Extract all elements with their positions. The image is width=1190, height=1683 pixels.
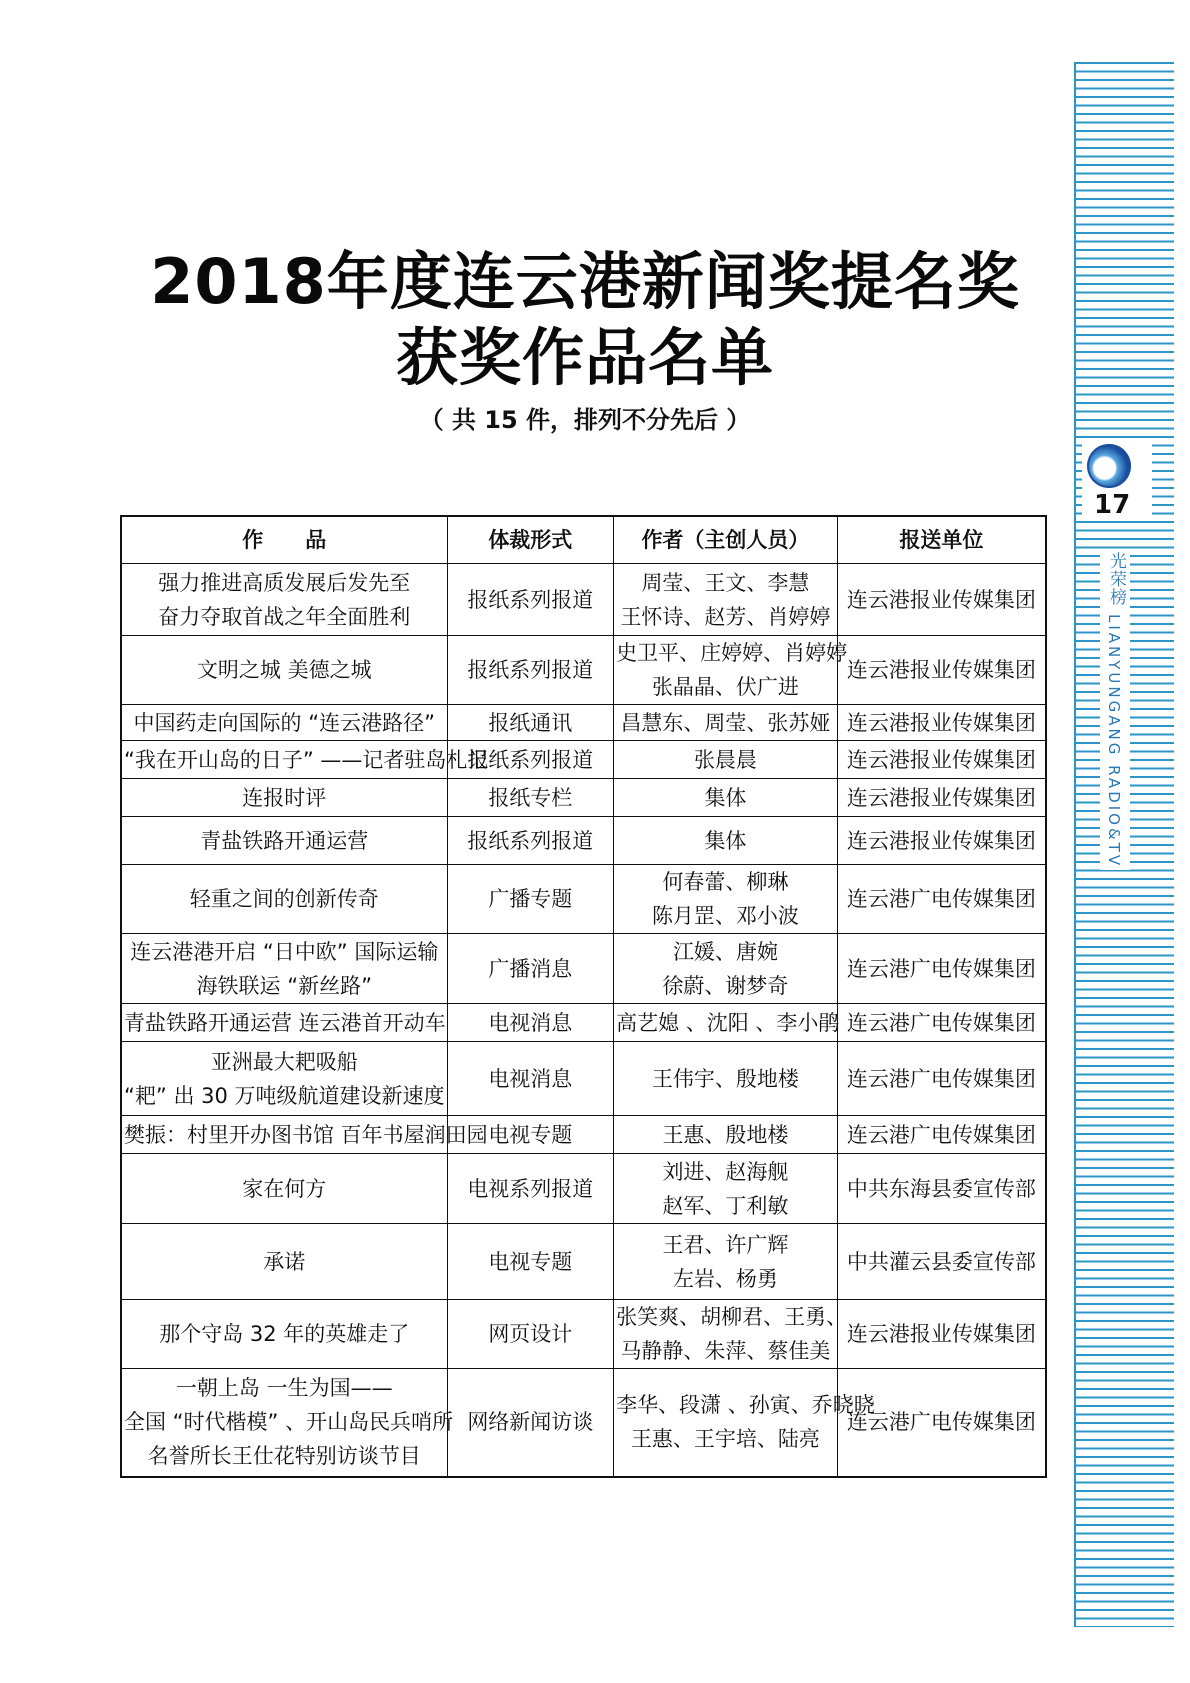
- cell-authors-line: 王惠、殷地楼: [662, 1122, 789, 1147]
- header-unit: 报送单位: [837, 516, 1046, 564]
- cell-work-line: 青盐铁路开通运营: [200, 828, 369, 853]
- cell-authors: [614, 934, 838, 1004]
- cell-unit: 连云港报业传媒集团: [837, 564, 1046, 636]
- table-row: [121, 564, 1046, 636]
- cell-work: [121, 865, 447, 934]
- table-row: [121, 1004, 1046, 1042]
- cell-work: [121, 1224, 447, 1300]
- cell-authors-line: 徐蔚、谢梦奇: [662, 973, 789, 998]
- cell-authors: [614, 705, 838, 741]
- cell-work: [121, 705, 447, 741]
- cell-genre: 广播消息: [447, 934, 614, 1004]
- cell-genre: 电视专题: [447, 1116, 614, 1154]
- cell-authors-line: 王君、许广辉: [662, 1232, 789, 1257]
- cell-authors: [614, 1369, 875, 1477]
- cell-unit: 连云港广电传媒集团: [837, 1042, 1046, 1116]
- cell-work: [121, 1369, 454, 1477]
- cell-work-line: 青盐铁路开通运营 连云港首开动车: [124, 1010, 446, 1035]
- cell-work: [121, 817, 447, 865]
- page-subtitle: （ 共 15 件，排列不分先后 ）: [419, 406, 751, 434]
- cell-authors-line: 陈月罡、邓小波: [651, 904, 799, 928]
- cell-authors: [614, 1154, 838, 1224]
- cell-work-line: 轻重之间的创新传奇: [189, 887, 379, 911]
- cell-work: [121, 1004, 447, 1042]
- cell-unit: 连云港广电传媒集团: [837, 1116, 1046, 1154]
- cell-unit: 连云港广电传媒集团: [837, 865, 1046, 934]
- cell-genre: 电视系列报道: [447, 1154, 614, 1224]
- cell-authors: [614, 865, 838, 934]
- cell-genre: 报纸系列报道: [447, 564, 614, 636]
- cell-authors: [614, 817, 838, 865]
- table-row: [121, 779, 1046, 817]
- cell-unit: 连云港广电传媒集团: [837, 1004, 1046, 1042]
- cell-genre: 报纸系列报道: [447, 636, 614, 705]
- cell-work-line: 连报时评: [242, 785, 327, 810]
- cell-work-line: 那个守岛 32 年的英雄走了: [159, 1322, 410, 1346]
- cell-work-line: 连云港港开启 “日中欧” 国际运输: [130, 939, 439, 964]
- cell-work: [121, 1154, 447, 1224]
- cell-work-line: 亚洲最大耙吸船: [210, 1049, 358, 1074]
- cell-work: [121, 934, 447, 1004]
- cell-work-line: “耙” 出 30 万吨级航道建设新速度: [124, 1083, 445, 1108]
- cell-authors-line: 昌慧东、周莹、张苏娅: [620, 710, 831, 735]
- cell-authors-line: 何春蕾、柳琳: [662, 870, 789, 894]
- cell-authors: [614, 1224, 838, 1300]
- cell-work: [121, 636, 447, 705]
- cell-authors-line: 王伟宇、殷地楼: [651, 1066, 799, 1091]
- cell-authors-line: 集体: [704, 828, 747, 853]
- cell-unit: 连云港报业传媒集团: [837, 817, 1046, 865]
- cell-genre: 网络新闻访谈: [447, 1369, 614, 1477]
- cell-genre: 电视消息: [447, 1042, 614, 1116]
- cell-authors: [614, 1300, 848, 1369]
- cell-authors: [614, 564, 838, 636]
- table-row: [121, 705, 1046, 741]
- table-row: [121, 1154, 1046, 1224]
- cell-work-line: 强力推进高质发展后发先至: [158, 570, 411, 595]
- cell-unit: 中共灌云县委宣传部: [837, 1224, 1046, 1300]
- cell-authors-line: 左岩、杨勇: [672, 1266, 778, 1291]
- cell-authors-line: 集体: [704, 785, 747, 810]
- header-authors: 作者（主创人员）: [614, 516, 838, 564]
- cell-work-line: 全国 “时代楷模” 、开山岛民兵哨所: [124, 1410, 454, 1435]
- cell-genre: 广播专题: [447, 865, 614, 934]
- cell-authors-line: 张笑爽、胡柳君、王勇、: [616, 1305, 848, 1329]
- table-row: [121, 1369, 1046, 1477]
- awards-table: [120, 515, 1047, 1478]
- cell-authors: [614, 1004, 838, 1042]
- cell-work: [121, 779, 447, 817]
- cell-authors-line: 王惠、王宇培、陆亮: [630, 1427, 820, 1452]
- cell-genre: 报纸专栏: [447, 779, 614, 817]
- cell-unit: 连云港报业传媒集团: [837, 741, 1046, 779]
- table-body: [121, 564, 1046, 1477]
- cell-unit: 连云港报业传媒集团: [837, 636, 1046, 705]
- cell-work-line: 家在何方: [242, 1176, 327, 1201]
- table-row: [121, 1042, 1046, 1116]
- side-brand-text: 光荣榜: [1106, 552, 1126, 606]
- cell-work: [121, 1300, 447, 1369]
- cell-authors: [614, 636, 848, 705]
- cell-authors-line: 刘进、赵海舰: [662, 1159, 789, 1184]
- cell-work-line: 樊振：村里开办图书馆 百年书屋润田园: [124, 1122, 488, 1147]
- table-row: [121, 741, 1046, 779]
- cell-authors-line: 赵军、丁利敏: [662, 1193, 789, 1218]
- cell-authors: [614, 1042, 838, 1116]
- cell-unit: 连云港报业传媒集团: [837, 1300, 1046, 1369]
- cell-genre: 电视专题: [447, 1224, 614, 1300]
- cell-unit: 连云港报业传媒集团: [837, 705, 1046, 741]
- cell-genre: 网页设计: [447, 1300, 614, 1369]
- cell-authors-line: 张晶晶、伏广进: [651, 675, 799, 699]
- cell-authors: [614, 779, 838, 817]
- cell-genre: 报纸系列报道: [447, 741, 614, 779]
- cell-work-line: 承诺: [263, 1249, 306, 1274]
- cell-genre: 报纸系列报道: [447, 817, 614, 865]
- cell-authors-line: 张晨晨: [693, 747, 757, 772]
- cell-unit: 连云港报业传媒集团: [837, 779, 1046, 817]
- cell-unit: 连云港广电传媒集团: [837, 1369, 1046, 1477]
- cell-work: [121, 741, 489, 779]
- cell-authors-line: 高艺媳 、沈阳 、李小鹃: [616, 1010, 840, 1035]
- cell-work-line: 海铁联运 “新丝路”: [196, 973, 372, 998]
- table-row: [121, 1116, 1046, 1154]
- cell-work-line: “我在开山岛的日子” ——记者驻岛札记: [124, 747, 489, 772]
- station-logo: [1082, 440, 1152, 520]
- cell-unit: 中共东海县委宣传部: [837, 1154, 1046, 1224]
- cell-work-line: 名誉所长王仕花特别访谈节目: [147, 1444, 421, 1469]
- cell-authors-line: 李华、段潇 、孙寅、乔晓晓: [616, 1393, 875, 1418]
- cell-work-line: 一朝上岛 一生为国——: [175, 1376, 393, 1401]
- table-row: [121, 636, 1046, 705]
- cell-authors-line: 周莹、王文、李慧: [641, 570, 810, 595]
- page-title-line2: 获奖作品名单: [395, 321, 774, 394]
- table-row: [121, 865, 1046, 934]
- cell-work-line: 中国药走向国际的 “连云港路径”: [133, 710, 435, 735]
- cell-work: [121, 564, 447, 636]
- cell-unit: 连云港广电传媒集团: [837, 934, 1046, 1004]
- cell-authors-line: 马静静、朱萍、蔡佳美: [620, 1339, 831, 1363]
- cell-work-line: 文明之城 美德之城: [196, 658, 372, 682]
- cell-work: [121, 1042, 447, 1116]
- cell-authors-line: 王怀诗、赵芳、肖婷婷: [620, 604, 831, 629]
- cell-work: [121, 1116, 488, 1154]
- cell-work-line: 奋力夺取首战之年全面胜利: [158, 604, 411, 629]
- page-title-line1: 2018年度连云港新闻奖提名奖: [150, 245, 1020, 318]
- table-header-row: [121, 516, 1046, 564]
- side-label: [1100, 550, 1130, 870]
- cell-authors: [614, 741, 838, 779]
- cell-genre: 电视消息: [447, 1004, 614, 1042]
- side-latin-text: LIANYUNGANG RADIO&TV: [1105, 614, 1123, 869]
- header-work: 作 品: [121, 516, 447, 564]
- table-row: [121, 934, 1046, 1004]
- header-genre: 体裁形式: [447, 516, 614, 564]
- cell-authors: [614, 1116, 838, 1154]
- page-number: 17: [1094, 490, 1131, 520]
- cell-authors-line: 史卫平、庄婷婷、肖婷婷: [616, 641, 848, 665]
- table-row: [121, 1224, 1046, 1300]
- cell-authors-line: 江媛、唐婉: [672, 939, 778, 964]
- cell-genre: 报纸通讯: [447, 705, 614, 741]
- table-row: [121, 817, 1046, 865]
- table-row: [121, 1300, 1046, 1369]
- station-logo-icon: [1087, 444, 1131, 488]
